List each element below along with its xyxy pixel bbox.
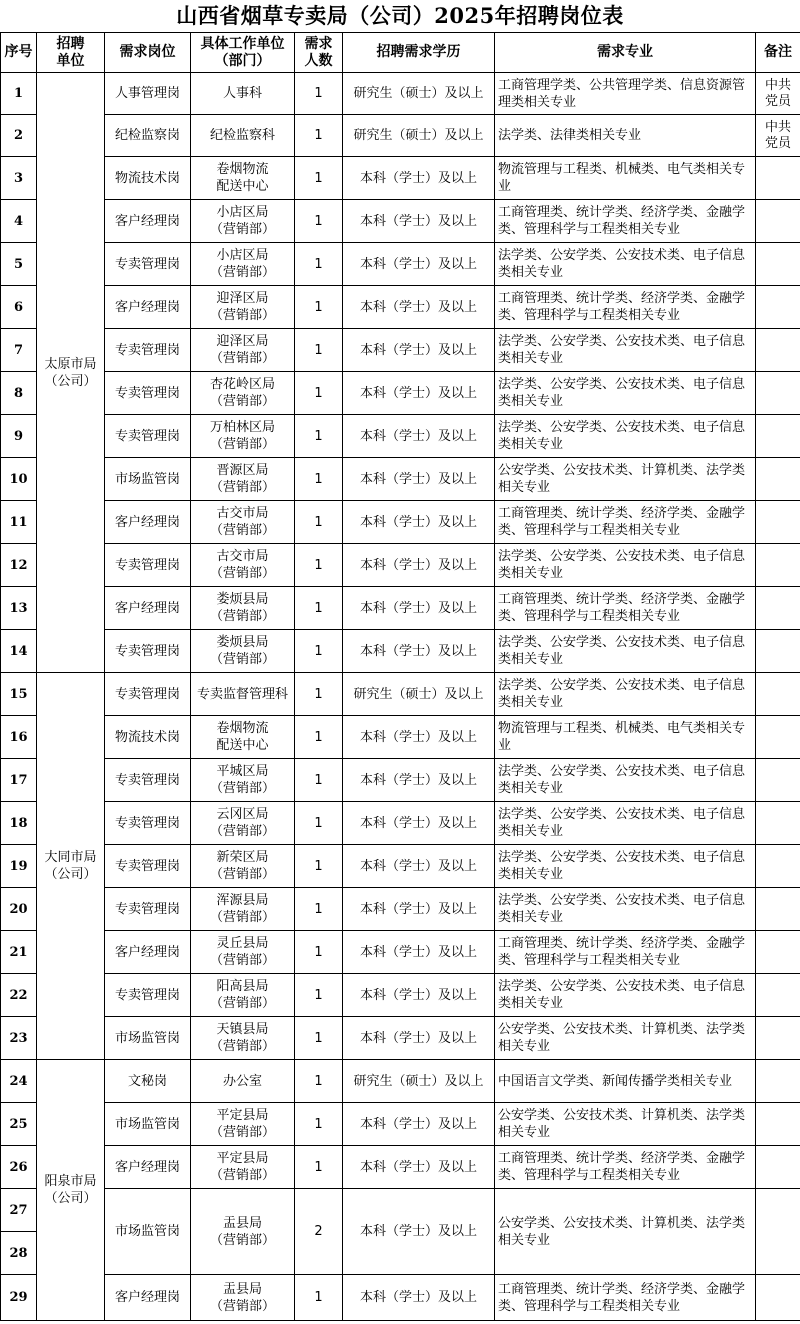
post-name: 客户经理岗 <box>105 931 191 974</box>
education-requirement: 本科（学士）及以上 <box>343 716 495 759</box>
education-requirement: 本科（学士）及以上 <box>343 759 495 802</box>
post-name: 物流技术岗 <box>105 157 191 200</box>
post-name: 专卖管理岗 <box>105 415 191 458</box>
header-major: 需求专业 <box>495 33 756 73</box>
post-name: 专卖管理岗 <box>105 329 191 372</box>
remark <box>756 716 800 759</box>
post-name: 文秘岗 <box>105 1060 191 1103</box>
post-name: 市场监管岗 <box>105 1189 191 1275</box>
row-number: 26 <box>1 1146 37 1189</box>
major-requirement: 工商管理类、统计学类、经济学类、金融学类、管理科学与工程类相关专业 <box>495 1146 756 1189</box>
work-unit: 灵丘县局 （营销部） <box>191 931 295 974</box>
head-count: 1 <box>295 115 343 157</box>
major-requirement: 物流管理与工程类、机械类、电气类相关专业 <box>495 157 756 200</box>
post-name: 物流技术岗 <box>105 716 191 759</box>
major-requirement: 法学类、公安学类、公安技术类、电子信息类相关专业 <box>495 802 756 845</box>
remark <box>756 157 800 200</box>
row-number: 18 <box>1 802 37 845</box>
row-number: 16 <box>1 716 37 759</box>
work-unit: 卷烟物流 配送中心 <box>191 716 295 759</box>
post-name: 专卖管理岗 <box>105 759 191 802</box>
education-requirement: 本科（学士）及以上 <box>343 845 495 888</box>
post-name: 客户经理岗 <box>105 286 191 329</box>
work-unit: 古交市局 （营销部） <box>191 544 295 587</box>
remark <box>756 544 800 587</box>
row-number: 3 <box>1 157 37 200</box>
page-title: 山西省烟草专卖局（公司）2025年招聘岗位表 <box>176 3 624 28</box>
head-count: 1 <box>295 802 343 845</box>
remark: 中共 党员 <box>756 73 800 115</box>
education-requirement: 研究生（硕士）及以上 <box>343 73 495 115</box>
remark <box>756 759 800 802</box>
education-requirement: 本科（学士）及以上 <box>343 888 495 931</box>
work-unit: 天镇县局 （营销部） <box>191 1017 295 1060</box>
education-requirement: 本科（学士）及以上 <box>343 544 495 587</box>
education-requirement: 研究生（硕士）及以上 <box>343 115 495 157</box>
major-requirement: 法学类、公安学类、公安技术类、电子信息类相关专业 <box>495 372 756 415</box>
head-count: 1 <box>295 974 343 1017</box>
major-requirement: 法学类、公安学类、公安技术类、电子信息类相关专业 <box>495 243 756 286</box>
head-count: 1 <box>295 501 343 544</box>
education-requirement: 本科（学士）及以上 <box>343 200 495 243</box>
remark <box>756 845 800 888</box>
post-name: 客户经理岗 <box>105 1146 191 1189</box>
header-edu: 招聘需求学历 <box>343 33 495 73</box>
table-row <box>1 458 800 501</box>
table-row <box>1 802 800 845</box>
work-unit: 古交市局 （营销部） <box>191 501 295 544</box>
remark <box>756 673 800 716</box>
major-requirement: 工商管理类、统计学类、经济学类、金融学类、管理科学与工程类相关专业 <box>495 931 756 974</box>
post-name: 专卖管理岗 <box>105 802 191 845</box>
table-row <box>1 157 800 200</box>
work-unit: 平定县局 （营销部） <box>191 1146 295 1189</box>
table-row <box>1 630 800 673</box>
remark <box>756 501 800 544</box>
major-requirement: 法学类、公安学类、公安技术类、电子信息类相关专业 <box>495 888 756 931</box>
remark <box>756 1189 800 1275</box>
education-requirement: 本科（学士）及以上 <box>343 802 495 845</box>
table-row <box>1 1146 800 1189</box>
row-number: 29 <box>1 1275 37 1321</box>
row-number: 8 <box>1 372 37 415</box>
row-number: 6 <box>1 286 37 329</box>
table-row <box>1 544 800 587</box>
head-count: 1 <box>295 1017 343 1060</box>
work-unit: 小店区局 （营销部） <box>191 200 295 243</box>
education-requirement: 本科（学士）及以上 <box>343 1275 495 1321</box>
remark <box>756 372 800 415</box>
major-requirement: 法学类、法律类相关专业 <box>495 115 756 157</box>
head-count: 1 <box>295 845 343 888</box>
row-number: 13 <box>1 587 37 630</box>
row-number: 22 <box>1 974 37 1017</box>
work-unit: 卷烟物流 配送中心 <box>191 157 295 200</box>
major-requirement: 法学类、公安学类、公安技术类、电子信息类相关专业 <box>495 415 756 458</box>
table-row <box>1 501 800 544</box>
head-count: 1 <box>295 458 343 501</box>
education-requirement: 本科（学士）及以上 <box>343 286 495 329</box>
head-count: 1 <box>295 73 343 115</box>
table-row <box>1 1189 800 1232</box>
row-number: 23 <box>1 1017 37 1060</box>
remark: 中共 党员 <box>756 115 800 157</box>
post-name: 客户经理岗 <box>105 501 191 544</box>
header-count: 需求 人数 <box>295 33 343 73</box>
post-name: 市场监管岗 <box>105 1017 191 1060</box>
education-requirement: 本科（学士）及以上 <box>343 157 495 200</box>
post-name: 市场监管岗 <box>105 458 191 501</box>
work-unit: 新荣区局 （营销部） <box>191 845 295 888</box>
work-unit: 盂县局 （营销部） <box>191 1275 295 1321</box>
work-unit: 娄烦县局 （营销部） <box>191 587 295 630</box>
head-count: 1 <box>295 587 343 630</box>
education-requirement: 本科（学士）及以上 <box>343 1146 495 1189</box>
head-count: 1 <box>295 673 343 716</box>
row-number: 21 <box>1 931 37 974</box>
work-unit: 杏花岭区局 （营销部） <box>191 372 295 415</box>
major-requirement: 法学类、公安学类、公安技术类、电子信息类相关专业 <box>495 329 756 372</box>
recruitment-table <box>0 32 800 1321</box>
row-number: 7 <box>1 329 37 372</box>
head-count: 1 <box>295 286 343 329</box>
head-count: 1 <box>295 544 343 587</box>
major-requirement: 公安学类、公安技术类、计算机类、法学类相关专业 <box>495 1017 756 1060</box>
major-requirement: 中国语言文学类、新闻传播学类相关专业 <box>495 1060 756 1103</box>
table-row <box>1 1103 800 1146</box>
row-number: 11 <box>1 501 37 544</box>
remark <box>756 1060 800 1103</box>
table-row <box>1 200 800 243</box>
recruiting-unit: 大同市局 （公司） <box>37 673 105 1060</box>
head-count: 1 <box>295 157 343 200</box>
header-post: 需求岗位 <box>105 33 191 73</box>
remark <box>756 1103 800 1146</box>
remark <box>756 931 800 974</box>
work-unit: 平定县局 （营销部） <box>191 1103 295 1146</box>
work-unit: 晋源区局 （营销部） <box>191 458 295 501</box>
table-row <box>1 286 800 329</box>
work-unit: 纪检监察科 <box>191 115 295 157</box>
remark <box>756 415 800 458</box>
header-unit: 招聘 单位 <box>37 33 105 73</box>
remark <box>756 329 800 372</box>
education-requirement: 研究生（硕士）及以上 <box>343 1060 495 1103</box>
work-unit: 小店区局 （营销部） <box>191 243 295 286</box>
education-requirement: 本科（学士）及以上 <box>343 931 495 974</box>
table-row <box>1 888 800 931</box>
head-count: 1 <box>295 372 343 415</box>
table-row <box>1 115 800 157</box>
education-requirement: 本科（学士）及以上 <box>343 415 495 458</box>
post-name: 客户经理岗 <box>105 587 191 630</box>
row-number: 1 <box>1 73 37 115</box>
work-unit: 浑源县局 （营销部） <box>191 888 295 931</box>
major-requirement: 法学类、公安学类、公安技术类、电子信息类相关专业 <box>495 759 756 802</box>
table-row <box>1 716 800 759</box>
row-number: 9 <box>1 415 37 458</box>
education-requirement: 本科（学士）及以上 <box>343 372 495 415</box>
work-unit: 娄烦县局 （营销部） <box>191 630 295 673</box>
head-count: 2 <box>295 1189 343 1275</box>
table-row <box>1 1017 800 1060</box>
work-unit: 迎泽区局 （营销部） <box>191 286 295 329</box>
remark <box>756 1017 800 1060</box>
header-dept: 具体工作单位 （部门） <box>191 33 295 73</box>
work-unit: 盂县局 （营销部） <box>191 1189 295 1275</box>
remark <box>756 587 800 630</box>
table-row <box>1 931 800 974</box>
remark <box>756 286 800 329</box>
major-requirement: 物流管理与工程类、机械类、电气类相关专业 <box>495 716 756 759</box>
education-requirement: 研究生（硕士）及以上 <box>343 673 495 716</box>
education-requirement: 本科（学士）及以上 <box>343 1189 495 1275</box>
table-row <box>1 372 800 415</box>
recruiting-unit: 太原市局 （公司） <box>37 73 105 673</box>
head-count: 1 <box>295 716 343 759</box>
work-unit: 云冈区局 （营销部） <box>191 802 295 845</box>
row-number: 2 <box>1 115 37 157</box>
work-unit: 专卖监督管理科 <box>191 673 295 716</box>
header-note: 备注 <box>756 33 800 73</box>
row-number: 19 <box>1 845 37 888</box>
work-unit: 办公室 <box>191 1060 295 1103</box>
head-count: 1 <box>295 415 343 458</box>
recruiting-unit: 阳泉市局 （公司） <box>37 1060 105 1321</box>
table-row <box>1 974 800 1017</box>
row-number: 24 <box>1 1060 37 1103</box>
education-requirement: 本科（学士）及以上 <box>343 329 495 372</box>
work-unit: 迎泽区局 （营销部） <box>191 329 295 372</box>
header-no: 序号 <box>1 33 37 73</box>
row-number: 25 <box>1 1103 37 1146</box>
major-requirement: 工商管理类、统计学类、经济学类、金融学类、管理科学与工程类相关专业 <box>495 200 756 243</box>
remark <box>756 888 800 931</box>
work-unit: 阳高县局 （营销部） <box>191 974 295 1017</box>
table-row <box>1 673 800 716</box>
table-row <box>1 1060 800 1103</box>
major-requirement: 法学类、公安学类、公安技术类、电子信息类相关专业 <box>495 845 756 888</box>
remark <box>756 1275 800 1321</box>
education-requirement: 本科（学士）及以上 <box>343 1017 495 1060</box>
post-name: 专卖管理岗 <box>105 243 191 286</box>
remark <box>756 802 800 845</box>
remark <box>756 200 800 243</box>
row-number: 5 <box>1 243 37 286</box>
row-number: 14 <box>1 630 37 673</box>
table-row <box>1 243 800 286</box>
education-requirement: 本科（学士）及以上 <box>343 587 495 630</box>
head-count: 1 <box>295 1103 343 1146</box>
post-name: 专卖管理岗 <box>105 845 191 888</box>
post-name: 专卖管理岗 <box>105 974 191 1017</box>
row-number: 28 <box>1 1232 37 1275</box>
major-requirement: 工商管理类、统计学类、经济学类、金融学类、管理科学与工程类相关专业 <box>495 286 756 329</box>
head-count: 1 <box>295 888 343 931</box>
row-number: 27 <box>1 1189 37 1232</box>
education-requirement: 本科（学士）及以上 <box>343 501 495 544</box>
row-number: 10 <box>1 458 37 501</box>
table-body <box>1 73 800 1321</box>
post-name: 专卖管理岗 <box>105 544 191 587</box>
table-row <box>1 1275 800 1321</box>
major-requirement: 公安学类、公安技术类、计算机类、法学类相关专业 <box>495 1189 756 1275</box>
head-count: 1 <box>295 329 343 372</box>
post-name: 专卖管理岗 <box>105 888 191 931</box>
remark <box>756 974 800 1017</box>
post-name: 客户经理岗 <box>105 1275 191 1321</box>
table-row <box>1 845 800 888</box>
head-count: 1 <box>295 200 343 243</box>
major-requirement: 工商管理类、统计学类、经济学类、金融学类、管理科学与工程类相关专业 <box>495 1275 756 1321</box>
major-requirement: 法学类、公安学类、公安技术类、电子信息类相关专业 <box>495 630 756 673</box>
major-requirement: 公安学类、公安技术类、计算机类、法学类相关专业 <box>495 458 756 501</box>
education-requirement: 本科（学士）及以上 <box>343 243 495 286</box>
header-row <box>1 33 800 73</box>
table-row <box>1 329 800 372</box>
head-count: 1 <box>295 1060 343 1103</box>
post-name: 专卖管理岗 <box>105 372 191 415</box>
education-requirement: 本科（学士）及以上 <box>343 974 495 1017</box>
post-name: 专卖管理岗 <box>105 673 191 716</box>
work-unit: 人事科 <box>191 73 295 115</box>
head-count: 1 <box>295 243 343 286</box>
major-requirement: 法学类、公安学类、公安技术类、电子信息类相关专业 <box>495 673 756 716</box>
row-number: 4 <box>1 200 37 243</box>
row-number: 15 <box>1 673 37 716</box>
post-name: 人事管理岗 <box>105 73 191 115</box>
head-count: 1 <box>295 1275 343 1321</box>
post-name: 客户经理岗 <box>105 200 191 243</box>
post-name: 专卖管理岗 <box>105 630 191 673</box>
table-row <box>1 415 800 458</box>
head-count: 1 <box>295 759 343 802</box>
education-requirement: 本科（学士）及以上 <box>343 458 495 501</box>
work-unit: 平城区局 （营销部） <box>191 759 295 802</box>
head-count: 1 <box>295 1146 343 1189</box>
post-name: 纪检监察岗 <box>105 115 191 157</box>
education-requirement: 本科（学士）及以上 <box>343 630 495 673</box>
education-requirement: 本科（学士）及以上 <box>343 1103 495 1146</box>
table-row <box>1 759 800 802</box>
remark <box>756 630 800 673</box>
remark <box>756 1146 800 1189</box>
major-requirement: 工商管理类、统计学类、经济学类、金融学类、管理科学与工程类相关专业 <box>495 501 756 544</box>
work-unit: 万柏林区局 （营销部） <box>191 415 295 458</box>
post-name: 市场监管岗 <box>105 1103 191 1146</box>
head-count: 1 <box>295 630 343 673</box>
head-count: 1 <box>295 931 343 974</box>
table-row <box>1 587 800 630</box>
major-requirement: 工商管理类、统计学类、经济学类、金融学类、管理科学与工程类相关专业 <box>495 587 756 630</box>
row-number: 20 <box>1 888 37 931</box>
table-row <box>1 73 800 115</box>
row-number: 17 <box>1 759 37 802</box>
major-requirement: 法学类、公安学类、公安技术类、电子信息类相关专业 <box>495 544 756 587</box>
major-requirement: 公安学类、公安技术类、计算机类、法学类相关专业 <box>495 1103 756 1146</box>
major-requirement: 法学类、公安学类、公安技术类、电子信息类相关专业 <box>495 974 756 1017</box>
row-number: 12 <box>1 544 37 587</box>
remark <box>756 243 800 286</box>
major-requirement: 工商管理学类、公共管理学类、信息资源管理类相关专业 <box>495 73 756 115</box>
remark <box>756 458 800 501</box>
